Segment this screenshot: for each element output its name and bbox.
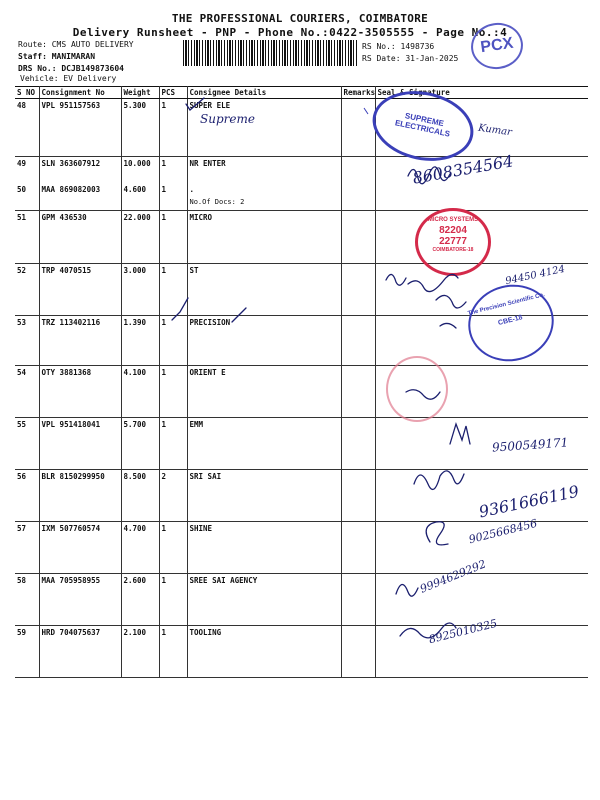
precision-stamp-text: The Precision Scientific Co. <box>467 292 546 318</box>
row-consignment-text: VPL 951418041 <box>41 420 101 429</box>
supreme-stamp-text: SUPREME ELECTRICALS <box>394 111 451 139</box>
row-pcs-text: 1 <box>161 184 167 194</box>
row-pcs-text: 1 <box>161 213 167 222</box>
micro-stamp-code-2: 22777 <box>439 236 467 247</box>
row-sno-text: 49 <box>17 159 27 168</box>
header-consignee: Consignee Details <box>187 87 341 99</box>
signature-58 <box>396 584 418 596</box>
row-sno-text: 53 <box>17 318 27 327</box>
row-sno-text: 51 <box>17 213 27 222</box>
row-sno-text: 58 <box>17 576 27 585</box>
row-consignee-text: SREE SAI AGENCY <box>189 576 258 585</box>
row-sno-text: 57 <box>17 524 27 533</box>
row-consignment-text: SLN 363607912 <box>41 159 101 168</box>
row-consignment-text: MAA 705958955 <box>41 576 101 585</box>
handwritten-phone-58: 9994629292 <box>418 557 488 596</box>
drs-info: DRS No.: DCJB149873604 <box>18 64 124 73</box>
micro-stamp-city: COIMBATORE-18 <box>432 247 474 253</box>
row-docs-note: No.Of Docs: 2 <box>189 197 245 206</box>
row-consignment-text: OTY 3881368 <box>41 368 92 377</box>
signature-59 <box>400 623 456 638</box>
signature-56 <box>414 471 464 490</box>
tick-mark <box>232 308 246 322</box>
row-pcs-text: 1 <box>161 266 167 275</box>
handwritten-phone-59: 8925010325 <box>427 616 499 647</box>
row-pcs-text: 1 <box>161 101 167 110</box>
handwritten-phone-49: 8608354564 <box>411 151 515 188</box>
handwritten-kumar: Kumar <box>477 122 513 139</box>
row-consignee-text: NR ENTER <box>189 159 226 168</box>
row-consignment-text: VPL 951157563 <box>41 101 101 110</box>
handwritten-supreme: Supreme <box>200 112 255 126</box>
row-weight-text: 5.700 <box>123 420 147 429</box>
row-weight-text: 10.000 <box>123 159 151 168</box>
row-consignee-text: SUPER ELE <box>189 101 231 110</box>
route-info: Route: CMS AUTO DELIVERY <box>18 40 134 49</box>
row-weight-text: 22.000 <box>123 213 151 222</box>
signature-49 <box>408 167 450 184</box>
row-consignee-text: ORIENT E <box>189 368 226 377</box>
row-consignee-text: . <box>189 184 195 194</box>
row-consignee-text: EMM <box>189 420 204 429</box>
row-consignee-text: PRECISION <box>189 318 231 327</box>
vehicle-info: Vehicle: EV Delivery <box>20 74 117 83</box>
row-pcs-text: 1 <box>161 318 167 327</box>
runsheet-title: Delivery Runsheet - PNP - Phone No.:0422-3505555 - Page No.:4 <box>72 26 508 39</box>
row-consignee-text: SHINE <box>189 524 213 533</box>
row-pcs-text: 1 <box>161 420 167 429</box>
row-weight-text: 2.100 <box>123 628 147 637</box>
row-pcs-text: 1 <box>161 368 167 377</box>
row-consignee-text: SRI SAI <box>189 472 222 481</box>
row-sno-text: 54 <box>17 368 27 377</box>
row-sno-text: 48 <box>17 101 27 110</box>
tick-mark <box>364 108 368 114</box>
tick-mark <box>172 298 188 320</box>
precision-stamp-code: CBE-18 <box>497 314 524 327</box>
row-consignment-text: IXM 507760574 <box>41 524 101 533</box>
handwritten-phone-57: 9025668456 <box>467 516 539 547</box>
row-weight-text: 4.700 <box>123 524 147 533</box>
handwritten-phone-52: 94450 4124 <box>504 263 566 288</box>
staff-info: Staff: MANIMARAN <box>18 52 96 61</box>
row-weight-text: 2.600 <box>123 576 147 585</box>
row-sno-text: 59 <box>17 628 27 637</box>
pcx-stamp: PCX <box>468 20 526 73</box>
tick-mark <box>186 98 204 110</box>
row-sno-text: 55 <box>17 420 27 429</box>
header-sno: S NO <box>15 87 39 99</box>
row-weight-text: 4.100 <box>123 368 147 377</box>
row-consignment-text: GPM 436530 <box>41 213 87 222</box>
row-weight-text: 1.390 <box>123 318 147 327</box>
row-consignment-text: BLR 8150299950 <box>41 472 105 481</box>
row-pcs-text: 1 <box>161 628 167 637</box>
handwritten-phone-55: 9500549171 <box>491 435 569 455</box>
row-weight-text: 5.300 <box>123 101 147 110</box>
row-weight-text: 8.500 <box>123 472 147 481</box>
header-remarks: Remarks <box>341 87 375 99</box>
header-consignment: Consignment No <box>39 87 121 99</box>
header-pcs: PCS <box>159 87 187 99</box>
row-sno-text: 56 <box>17 472 27 481</box>
micro-stamp-code-1: 82204 <box>439 225 467 236</box>
rs-date: RS Date: 31-Jan-2025 <box>362 54 459 63</box>
signature-53 <box>436 295 466 328</box>
row-pcs-text: 1 <box>161 576 167 585</box>
row-pcs-text: 1 <box>161 159 167 168</box>
row-consignee-text: TOOLING <box>189 628 222 637</box>
signature-54 <box>406 390 440 399</box>
company-name: THE PROFESSIONAL COURIERS, COIMBATORE <box>171 12 429 25</box>
header-seal: Seal & Signature <box>375 87 588 99</box>
row-consignment-text: TRP 4070515 <box>41 266 92 275</box>
header-weight: Weight <box>121 87 159 99</box>
handwritten-phone-56: 9361666119 <box>477 481 581 522</box>
row-weight-text: 4.600 <box>123 184 147 194</box>
signature-57 <box>426 522 448 545</box>
row-pcs-text: 2 <box>161 472 167 481</box>
row-consignment-text: HRD 704075637 <box>41 628 101 637</box>
row-sno-text: 50 <box>17 184 27 194</box>
row-consignee-text: MICRO <box>189 213 213 222</box>
row-pcs-text: 1 <box>161 524 167 533</box>
row-sno-text: 52 <box>17 266 27 275</box>
signature-55 <box>450 424 470 444</box>
signature-52 <box>386 274 458 291</box>
row-consignment-text: TRZ 113402116 <box>41 318 101 327</box>
rs-number: RS No.: 1498736 <box>362 42 435 51</box>
row-weight-text: 3.000 <box>123 266 147 275</box>
row-consignee-text: ST <box>189 266 199 275</box>
row-consignment-text: MAA 869082003 <box>41 184 101 194</box>
micro-stamp-name: MICRO SYSTEMS <box>427 217 479 223</box>
